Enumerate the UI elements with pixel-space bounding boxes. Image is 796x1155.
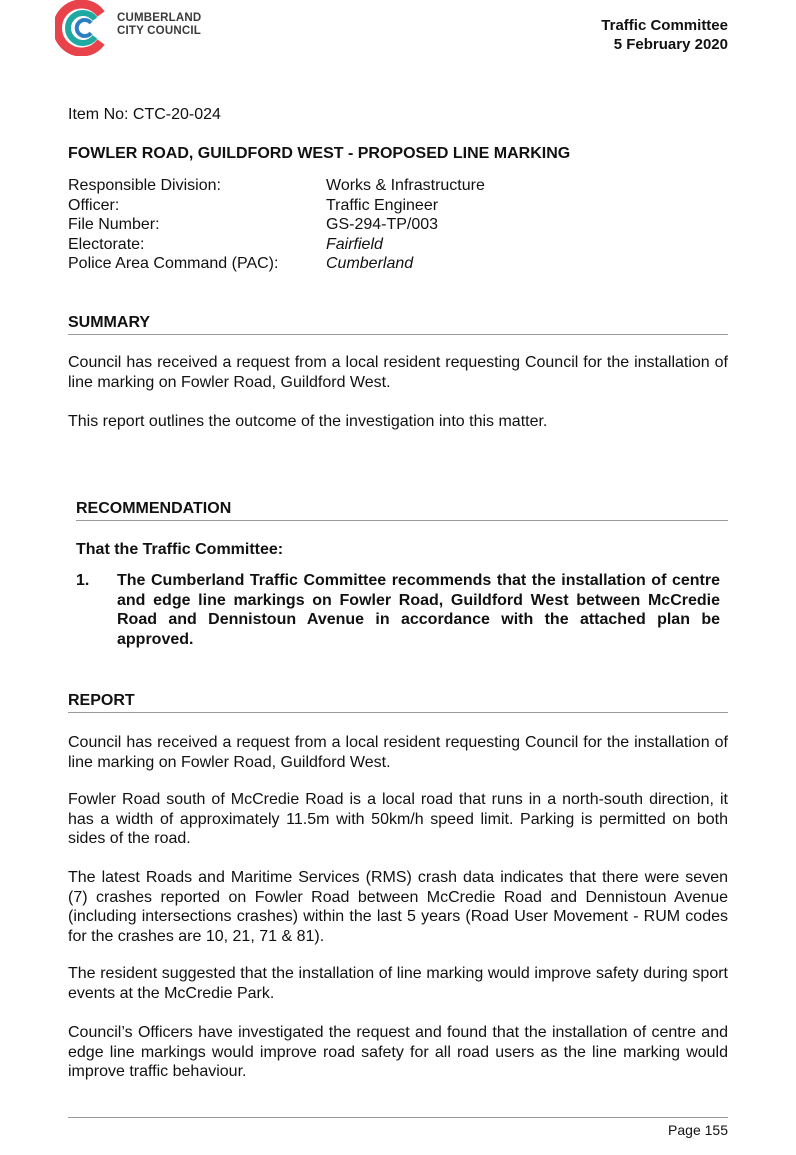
meta-row-electorate — [68, 235, 485, 255]
logo-line-2: CITY COUNCIL — [117, 25, 201, 37]
meta-row-division — [68, 176, 485, 196]
meta-row-officer — [68, 196, 485, 216]
report-paragraph-1: Council has received a request from a local resident requesting Council for the installation of line marking on Fowler Road, Guildford West. — [68, 734, 728, 771]
report-heading: REPORT — [68, 692, 728, 713]
meeting-date: 5 February 2020 — [613, 36, 728, 53]
logo-text — [117, 12, 201, 38]
report-title: FOWLER ROAD, GUILDFORD WEST - PROPOSED LINE MARKING — [68, 145, 571, 162]
meta-value: Cumberland — [326, 255, 414, 272]
summary-paragraph-1: Council has received a request from a local resident requesting Council for the installation of line marking on Fowler Road, Guildford West. — [68, 354, 728, 391]
header-meta — [601, 16, 728, 54]
logo-line-1: CUMBERLAND — [117, 12, 202, 24]
report-paragraph-3: The latest Roads and Maritime Services (RMS) crash data indicates that there were seven (7) crashes reported on Fowler Road between McCredie Road and Dennistoun Avenue (including intersections crashes) within the last 5 years (Road User Movement - RUM codes for the crashes are 10, 21, 71 & 81). — [68, 869, 728, 945]
meta-value: Traffic Engineer — [326, 196, 439, 214]
meta-value: Works & Infrastructure — [326, 177, 485, 194]
meta-label: Police Area Command (PAC): — [68, 255, 279, 272]
report-paragraph-2: Fowler Road south of McCredie Road is a local road that runs in a north-south direction, it has a width of approximately 11.5m with 50km/h speed limit. Parking is permitted on both sides of the road. — [68, 791, 728, 847]
recommendation-text: The Cumberland Traffic Committee recommends that the installation of centre and edge line markings on Fowler Road, Guildford West between McCredie Road and Dennistoun Avenue in accordance with the attached plan be approved. — [117, 572, 720, 648]
meta-value: GS-294-TP/003 — [326, 216, 439, 233]
summary-paragraph-2: This report outlines the outcome of the investigation into this matter. — [68, 413, 548, 430]
summary-heading: SUMMARY — [68, 314, 728, 335]
meta-row-pac — [68, 254, 485, 274]
meta-label: Responsible Division: — [68, 177, 221, 194]
item-number: Item No: CTC-20-024 — [68, 106, 221, 123]
recommendation-item — [76, 571, 720, 649]
footer-divider — [68, 1117, 728, 1118]
report-metadata — [68, 176, 485, 274]
meta-row-file-number — [68, 215, 485, 235]
council-logo — [55, 0, 225, 56]
recommendation-heading: RECOMMENDATION — [76, 500, 728, 521]
recommendation-number: 1. — [76, 572, 90, 589]
meta-value: Fairfield — [326, 235, 383, 253]
recommendation-intro: That the Traffic Committee: — [76, 541, 284, 558]
report-paragraph-5: Council’s Officers have investigated the request and found that the installation of centre and edge line markings would improve road safety for all road users as the line marking would improve traffic behaviour. — [68, 1024, 728, 1080]
report-paragraph-4: The resident suggested that the installation of line marking would improve safety during sport events at the McCredie Park. — [68, 965, 728, 1002]
meta-label: Officer: — [68, 196, 120, 214]
page-number: Page 155 — [668, 1122, 728, 1138]
meta-label: File Number: — [68, 216, 160, 233]
council-logo-icon — [55, 0, 111, 56]
committee-name: Traffic Committee — [601, 17, 728, 34]
meta-label: Electorate: — [68, 235, 145, 253]
